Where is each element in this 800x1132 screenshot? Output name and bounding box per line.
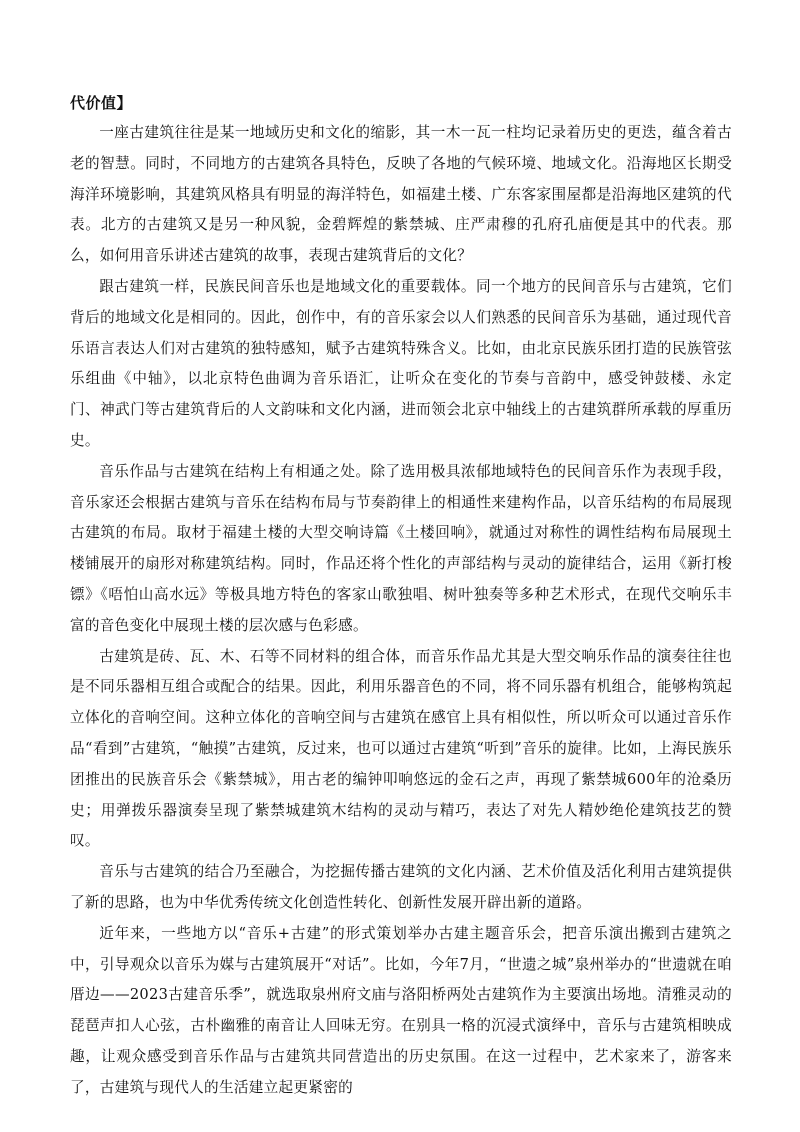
- paragraph-2: 跟古建筑一样，民族民间音乐也是地域文化的重要载体。同一个地方的民间音乐与古建筑，它们背后的地域文化是相同的。因此，创作中，有的音乐家会以人们熟悉的民间音乐为基础，通过现代音乐语言表达人们对古建筑的独特感知，赋予古建筑特殊含义。比如，由北京民族乐团打造的民族管弦乐组曲《中轴》，以北京特色曲调为音乐语汇，让听众在变化的节奏与音韵中，感受钟鼓楼、永定门、神武门等古建筑背后的人文韵味和文化内涵，进而领会北京中轴线上的古建筑群所承载的厚重历史。: [70, 277, 732, 449]
- paragraph-1: 一座古建筑往往是某一地域历史和文化的缩影，其一木一瓦一柱均记录着历史的更迭，蕴含着古老的智慧。同时，不同地方的古建筑各具特色，反映了各地的气候环境、地域文化。沿海地区长期受海洋环境影响，其建筑风格具有明显的海洋特色，如福建土楼、广东客家围屋都是沿海地区建筑的代表。北方的古建筑又是另一种风貌，金碧辉煌的紫禁城、庄严肃穆的孔府孔庙便是其中的代表。那么，如何用音乐讲述古建筑的故事，表现古建筑背后的文化？: [70, 124, 732, 265]
- paragraph-3: 音乐作品与古建筑在结构上有相通之处。除了选用极具浓郁地域特色的民间音乐作为表现手段，音乐家还会根据古建筑与音乐在结构布局与节奏韵律上的相通性来建构作品，以音乐结构的布局展现古建筑的布局。取材于福建土楼的大型交响诗篇《土楼回响》，就通过对称性的调性结构布局展现土楼铺展开的扇形对称建筑结构。同时，作品还将个性化的声部结构与灵动的旋律结合，运用《新打梭镖》《唔怕山高水远》等极具地方特色的客家山歌独唱、树叶独奏等多种艺术形式，在现代交响乐丰富的音色变化中展现土楼的层次感与色彩感。: [70, 462, 732, 634]
- paragraph-6: 近年来，一些地方以“音乐+古建”的形式策划举办古建主题音乐会，把音乐演出搬到古建筑之中，引导观众以音乐为媒与古建筑展开“对话”。比如，今年7月，“世遗之城”泉州举办的“世遗就在咱厝边——2023古建音乐季”，就选取泉州府文庙与洛阳桥两处古建筑作为主要演出场地。清雅灵动的琵琶声扣人心弦，古朴幽雅的南音让人回味无穷。在别具一格的沉浸式演绎中，音乐与古建筑相映成趣，让观众感受到音乐作品与古建筑共同营造出的历史氛围。在这一过程中，艺术家来了，游客来了，古建筑与现代人的生活建立起更紧密的: [70, 924, 732, 1096]
- section-heading: 代价值】: [70, 94, 133, 112]
- paragraph-5: 音乐与古建筑的结合乃至融合，为挖掘传播古建筑的文化内涵、艺术价值及活化利用古建筑提供了新的思路，也为中华优秀传统文化创造性转化、创新性发展开辟出新的道路。: [70, 863, 732, 911]
- document-page: [70, 88, 732, 1104]
- paragraph-4: 古建筑是砖、瓦、木、石等不同材料的组合体，而音乐作品尤其是大型交响乐作品的演奏往往也是不同乐器相互组合或配合的结果。因此，利用乐器音色的不同，将不同乐器有机组合，能够构筑起立体化的音响空间。这种立体化的音响空间与古建筑在感官上具有相似性，所以听众可以通过音乐作品“看到”古建筑，“触摸”古建筑，反过来，也可以通过古建筑“听到”音乐的旋律。比如，上海民族乐团推出的民族音乐会《紫禁城》，用古老的编钟叩响悠远的金石之声，再现了紫禁城600年的沧桑历史；用弹拨乐器演奏呈现了紫禁城建筑木结构的灵动与精巧，表达了对先人精妙绝伦建筑技艺的赞叹。: [70, 647, 732, 850]
